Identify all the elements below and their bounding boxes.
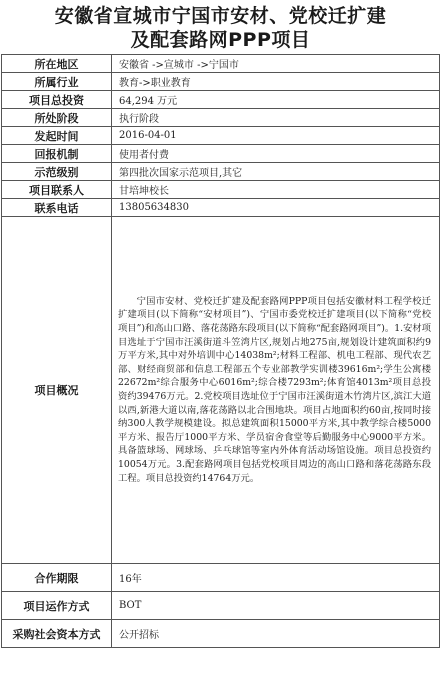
field-label: 所在地区 — [2, 55, 112, 73]
row-contact-phone — [2, 199, 440, 217]
field-label: 合作期限 — [2, 564, 112, 592]
row-demo-level — [2, 163, 440, 181]
field-value: 13805634830 — [112, 199, 440, 217]
field-label: 回报机制 — [2, 145, 112, 163]
row-industry — [2, 73, 440, 91]
field-label: 项目总投资 — [2, 91, 112, 109]
page-title — [0, 4, 441, 52]
page-title-line-2: 及配套路网PPP项目 — [130, 29, 311, 51]
row-region — [2, 55, 440, 73]
row-operation-mode — [2, 592, 440, 620]
field-label: 联系电话 — [2, 199, 112, 217]
field-value: BOT — [112, 592, 440, 620]
field-value: 公开招标 — [112, 620, 440, 648]
field-label: 项目联系人 — [2, 181, 112, 199]
field-value: 教育->职业教育 — [112, 73, 440, 91]
overview-cell — [112, 217, 440, 564]
field-value: 安徽省 ->宣城市 ->宁国市 — [112, 55, 440, 73]
field-label: 示范级别 — [2, 163, 112, 181]
row-procurement-method — [2, 620, 440, 648]
field-value: 16年 — [112, 564, 440, 592]
field-value: 2016-04-01 — [112, 127, 440, 145]
field-value: 甘培坤校长 — [112, 181, 440, 199]
field-label: 项目概况 — [2, 217, 112, 564]
row-return-mechanism — [2, 145, 440, 163]
field-value: 执行阶段 — [112, 109, 440, 127]
row-stage — [2, 109, 440, 127]
field-value: 第四批次国家示范项目,其它 — [112, 163, 440, 181]
row-cooperation-term — [2, 564, 440, 592]
field-label: 采购社会资本方式 — [2, 620, 112, 648]
row-overview — [2, 217, 440, 564]
field-value: 64,294 万元 — [112, 91, 440, 109]
page-title-line-1: 安徽省宣城市宁国市安材、党校迁扩建 — [54, 5, 387, 27]
row-start-date — [2, 127, 440, 145]
row-total-investment — [2, 91, 440, 109]
project-info-table — [1, 54, 440, 648]
field-label: 所处阶段 — [2, 109, 112, 127]
field-label: 所属行业 — [2, 73, 112, 91]
field-label: 发起时间 — [2, 127, 112, 145]
field-value: 使用者付费 — [112, 145, 440, 163]
row-contact-person — [2, 181, 440, 199]
field-label: 项目运作方式 — [2, 592, 112, 620]
overview-text: 宁国市安材、党校迁扩建及配套路网PPP项目包括安徽材料工程学校迁扩建项目(以下简称“安材项目”)、宁国市委党校迁扩建项目(以下简称“党校项目”)和高山口路、落花荡路东段项目(以下简称“配套路网项目”)。1.安材项目选址于宁国市汪溪街道斗笠湾片区,规划占地275亩,规划设计建筑面积约9万平方米,其中对外培训中心14038m²;材料工程部、机电工程部、现代农艺部、财经商贸部和信息工程部五个专业部教学实训楼39616m²;学生公寓楼22672m²综合服务中心6016m²;综合楼7293m²;体育馆4013m²项目总投资约39476万元。2.党校项目选址位于宁国市汪溪街道木竹湾片区,滨江大道以西,新港大道以南,落花荡路以北合围地块。项目占地面积约60亩,按同时接纳300人教学规模建设。拟总建筑面积15000平方米,其中教学综合楼5000平方米、报告厅1000平方米、学员宿舍食堂等后勤服务中心9000平方米。具备篮球场、网球场、乒乓球馆等室内外体育活动场馆设施。项目总投资约10054万元。3.配套路网项目包括党校项目周边的高山口路和落花荡路东段工程。项目总投资约14764万元。 — [118, 295, 431, 484]
